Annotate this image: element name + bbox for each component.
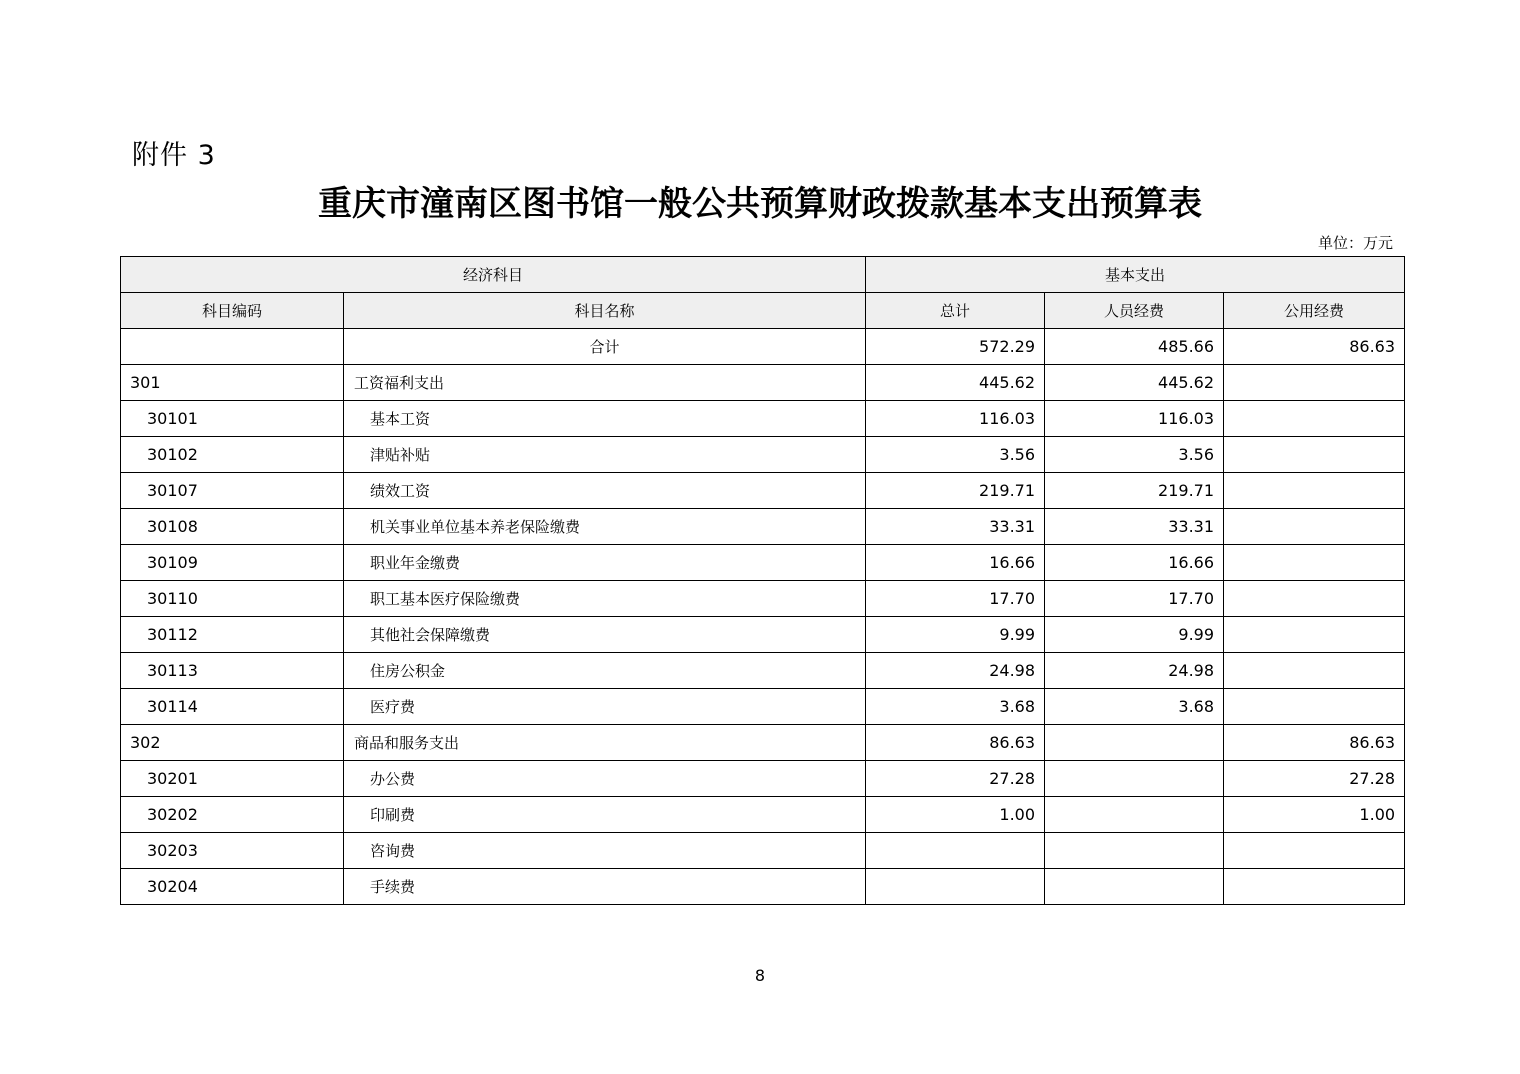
total-value: 17.70 <box>866 581 1045 617</box>
table-row <box>121 617 1405 653</box>
public-value: 86.63 <box>1224 725 1405 761</box>
public-value <box>1224 653 1405 689</box>
table-row <box>121 725 1405 761</box>
personnel-value: 16.66 <box>1045 545 1224 581</box>
public-value <box>1224 365 1405 401</box>
personnel-value: 9.99 <box>1045 617 1224 653</box>
header-total: 总计 <box>866 293 1045 329</box>
total-value: 27.28 <box>866 761 1045 797</box>
public-value <box>1224 833 1405 869</box>
personnel-value <box>1045 833 1224 869</box>
personnel-value: 3.68 <box>1045 689 1224 725</box>
table-row <box>121 473 1405 509</box>
personnel-value <box>1045 761 1224 797</box>
personnel-value: 219.71 <box>1045 473 1224 509</box>
page-number: 8 <box>754 966 766 985</box>
total-public: 86.63 <box>1224 329 1405 365</box>
subject-name: 津贴补贴 <box>344 437 866 473</box>
subject-name: 咨询费 <box>344 833 866 869</box>
subject-name: 其他社会保障缴费 <box>344 617 866 653</box>
subject-name: 办公费 <box>344 761 866 797</box>
subject-code: 30202 <box>121 797 344 833</box>
subject-code: 30108 <box>121 509 344 545</box>
total-total: 572.29 <box>866 329 1045 365</box>
table-row <box>121 581 1405 617</box>
subject-name: 职工基本医疗保险缴费 <box>344 581 866 617</box>
table-row <box>121 365 1405 401</box>
total-value: 33.31 <box>866 509 1045 545</box>
subject-name: 绩效工资 <box>344 473 866 509</box>
public-value <box>1224 437 1405 473</box>
public-value: 1.00 <box>1224 797 1405 833</box>
subject-code: 30109 <box>121 545 344 581</box>
total-value: 86.63 <box>866 725 1045 761</box>
public-value <box>1224 617 1405 653</box>
subject-name: 基本工资 <box>344 401 866 437</box>
header-subject-name: 科目名称 <box>344 293 866 329</box>
total-row <box>121 329 1405 365</box>
subject-name: 住房公积金 <box>344 653 866 689</box>
subject-name: 印刷费 <box>344 797 866 833</box>
personnel-value <box>1045 725 1224 761</box>
table-row <box>121 869 1405 905</box>
public-value <box>1224 401 1405 437</box>
personnel-value: 17.70 <box>1045 581 1224 617</box>
table-row <box>121 401 1405 437</box>
subject-name: 医疗费 <box>344 689 866 725</box>
unit-label: 单位：万元 <box>1317 234 1393 252</box>
personnel-value <box>1045 797 1224 833</box>
subject-name: 工资福利支出 <box>344 365 866 401</box>
personnel-value: 33.31 <box>1045 509 1224 545</box>
page-title: 重庆市潼南区图书馆一般公共预算财政拨款基本支出预算表 <box>318 184 1202 224</box>
public-value <box>1224 689 1405 725</box>
public-value: 27.28 <box>1224 761 1405 797</box>
subject-name: 商品和服务支出 <box>344 725 866 761</box>
subject-code: 30203 <box>121 833 344 869</box>
table-row <box>121 545 1405 581</box>
subject-code: 301 <box>121 365 344 401</box>
total-value <box>866 833 1045 869</box>
subject-code: 30114 <box>121 689 344 725</box>
subject-code: 30102 <box>121 437 344 473</box>
public-value <box>1224 545 1405 581</box>
public-value <box>1224 473 1405 509</box>
total-value <box>866 869 1045 905</box>
subject-code: 30107 <box>121 473 344 509</box>
public-value <box>1224 509 1405 545</box>
personnel-value: 3.56 <box>1045 437 1224 473</box>
total-value: 24.98 <box>866 653 1045 689</box>
header-row-columns <box>121 293 1405 329</box>
table-row <box>121 509 1405 545</box>
header-economic-subject: 经济科目 <box>121 257 866 293</box>
total-value: 116.03 <box>866 401 1045 437</box>
total-name: 合计 <box>344 329 866 365</box>
total-value: 3.56 <box>866 437 1045 473</box>
total-value: 3.68 <box>866 689 1045 725</box>
header-row-groups <box>121 257 1405 293</box>
total-value: 1.00 <box>866 797 1045 833</box>
header-subject-code: 科目编码 <box>121 293 344 329</box>
public-value <box>1224 869 1405 905</box>
subject-name: 职业年金缴费 <box>344 545 866 581</box>
subject-name: 机关事业单位基本养老保险缴费 <box>344 509 866 545</box>
attachment-label: 附件 3 <box>132 140 216 171</box>
table-row <box>121 797 1405 833</box>
total-value: 16.66 <box>866 545 1045 581</box>
header-public-cost: 公用经费 <box>1224 293 1405 329</box>
subject-code: 30201 <box>121 761 344 797</box>
total-code <box>121 329 344 365</box>
table-row <box>121 833 1405 869</box>
table-row <box>121 689 1405 725</box>
header-personnel-cost: 人员经费 <box>1045 293 1224 329</box>
total-value: 9.99 <box>866 617 1045 653</box>
total-personnel: 485.66 <box>1045 329 1224 365</box>
subject-name: 手续费 <box>344 869 866 905</box>
personnel-value: 445.62 <box>1045 365 1224 401</box>
header-basic-expenditure: 基本支出 <box>866 257 1405 293</box>
personnel-value <box>1045 869 1224 905</box>
table-row <box>121 653 1405 689</box>
budget-table <box>120 256 1405 905</box>
subject-code: 30101 <box>121 401 344 437</box>
personnel-value: 24.98 <box>1045 653 1224 689</box>
total-value: 219.71 <box>866 473 1045 509</box>
total-value: 445.62 <box>866 365 1045 401</box>
table-row <box>121 437 1405 473</box>
subject-code: 30110 <box>121 581 344 617</box>
subject-code: 30113 <box>121 653 344 689</box>
table-row <box>121 761 1405 797</box>
public-value <box>1224 581 1405 617</box>
subject-code: 302 <box>121 725 344 761</box>
subject-code: 30204 <box>121 869 344 905</box>
personnel-value: 116.03 <box>1045 401 1224 437</box>
subject-code: 30112 <box>121 617 344 653</box>
